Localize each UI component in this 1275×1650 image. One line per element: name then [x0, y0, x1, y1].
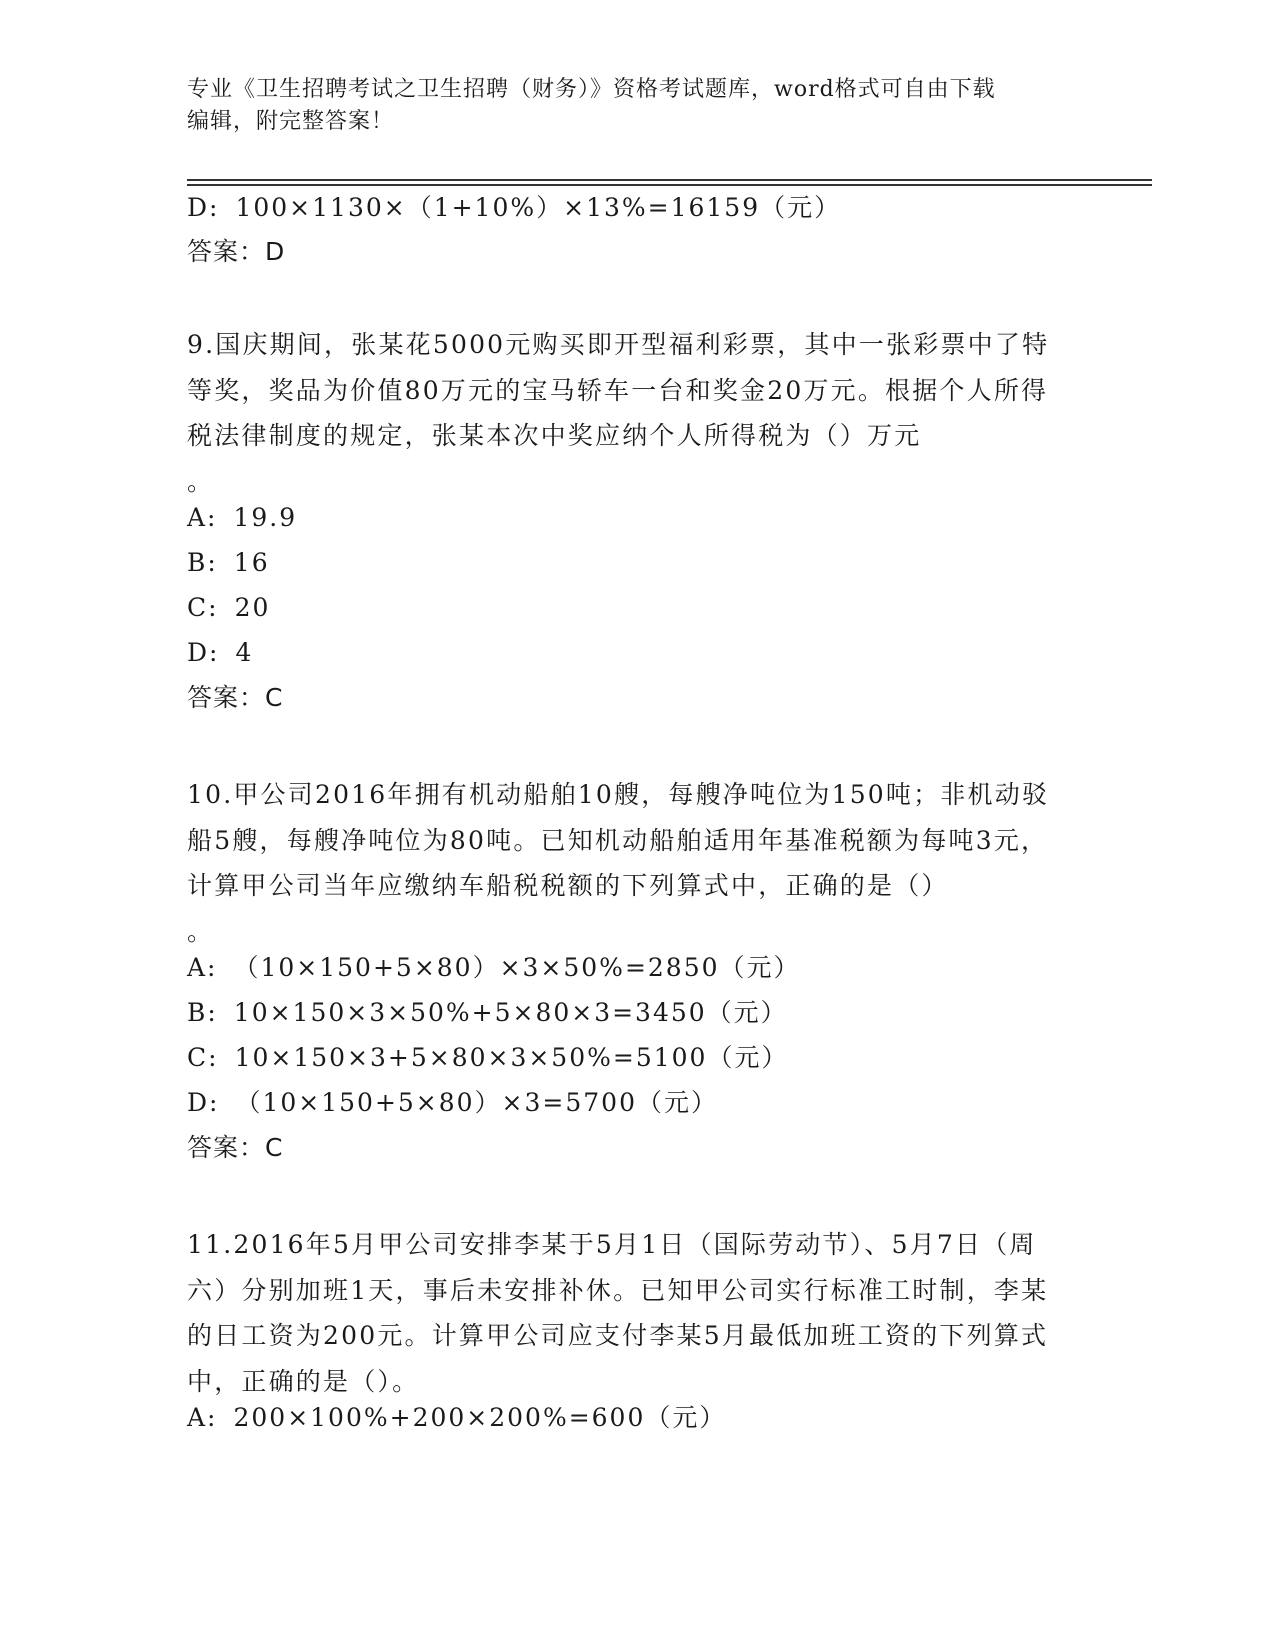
header-title-line-1: 专业《卫生招聘考试之卫生招聘（财务）》资格考试题库，word格式可自由下载	[187, 77, 996, 102]
q9-answer: 答案：C	[187, 683, 284, 712]
header-divider-top	[187, 179, 1152, 181]
q9-option-c-text: 20	[234, 593, 271, 622]
q9-option-d-text: 4	[235, 638, 254, 667]
q9-question	[187, 322, 1067, 504]
q10-option-d	[187, 1085, 718, 1121]
q10-question-text: 10.甲公司2016年拥有机动船舶10艘，每艘净吨位为150吨；非机动驳船5艘，每艘净吨位为80吨。已知机动船舶适用年基准税额为每吨3元，计算甲公司当年应缴纳车船税税额的下列算式中，正确的是（）	[187, 780, 1050, 900]
q11-option-a	[187, 1400, 726, 1436]
q9-option-b-label: B:	[187, 548, 218, 577]
q9-option-a	[187, 500, 297, 536]
q10-option-a-text: （10×150+5×80）×3×50%=2850（元）	[233, 953, 801, 982]
q9-question-period: 。	[187, 466, 215, 496]
q10-question-period: 。	[187, 916, 215, 946]
q9-option-d	[187, 635, 253, 671]
q11-question	[187, 1222, 1067, 1404]
q9-option-d-label: D:	[187, 638, 220, 667]
header-divider-bottom	[187, 184, 1152, 186]
q11-question-text: 11.2016年5月甲公司安排李某于5月1日（国际劳动节）、5月7日（周六）分别加班1天，事后未安排补休。已知甲公司实行标准工时制，李某的日工资为200元。计算甲公司应支付李某5月最低加班工资的下列算式中，正确的是（）。	[187, 1230, 1049, 1396]
q9-option-c-label: C:	[187, 593, 219, 622]
q10-option-b	[187, 995, 788, 1031]
q10-option-c-text: 10×150×3+5×80×3×50%=5100（元）	[234, 1043, 789, 1072]
q10-option-d-text: （10×150+5×80）×3=5700（元）	[235, 1088, 718, 1117]
q10-option-b-label: B:	[187, 998, 218, 1027]
q9-option-b-text: 16	[233, 548, 270, 577]
q9-option-c	[187, 590, 270, 626]
header-title-line-2: 编辑，附完整答案！	[187, 109, 395, 134]
document-header	[187, 74, 1067, 138]
q10-answer: 答案：C	[187, 1133, 284, 1162]
q10-option-a	[187, 950, 801, 986]
q9-option-a-label: A:	[187, 503, 218, 532]
q8-answer: 答案：D	[187, 237, 286, 266]
q10-option-a-label: A:	[187, 953, 218, 982]
q9-question-text: 9.国庆期间，张某花5000元购买即开型福利彩票，其中一张彩票中了特等奖，奖品为价值80万元的宝马轿车一台和奖金20万元。根据个人所得税法律制度的规定，张某本次中奖应纳个人所得税为（）万元	[187, 330, 1050, 450]
q10-question	[187, 772, 1067, 954]
q8-option-d	[187, 190, 841, 226]
q10-option-d-label: D:	[187, 1088, 220, 1117]
q10-option-c	[187, 1040, 788, 1076]
q11-option-a-text: 200×100%+200×200%=600（元）	[233, 1403, 727, 1432]
q10-option-b-text: 10×150×3×50%+5×80×3=3450（元）	[233, 998, 788, 1027]
q9-option-b	[187, 545, 270, 581]
q10-option-c-label: C:	[187, 1043, 219, 1072]
q11-option-a-label: A:	[187, 1403, 218, 1432]
q8-option-d-text: 100×1130×（1+10%）×13%=16159（元）	[235, 193, 842, 222]
q9-option-a-text: 19.9	[233, 503, 298, 532]
q8-option-d-label: D:	[187, 193, 220, 222]
